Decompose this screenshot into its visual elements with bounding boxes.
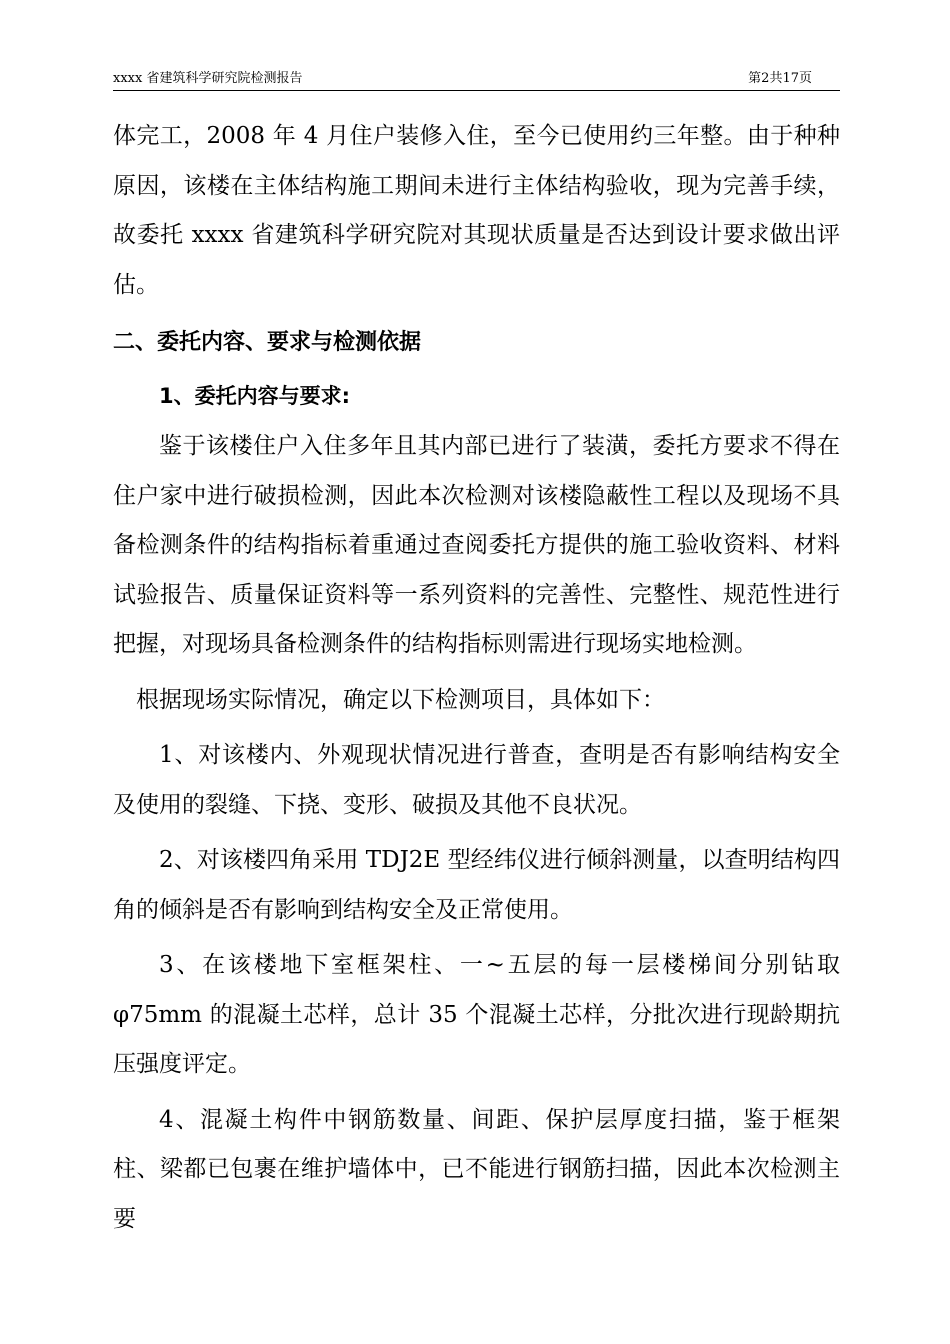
list-item-3: 3、在该楼地下室框架柱、一~五层的每一层楼梯间分别钻取φ75mm 的混凝土芯样，总计 35 个混凝土芯样，分批次进行现龄期抗压强度评定。	[113, 952, 840, 1077]
paragraph-items-intro: 根据现场实际情况，确定以下检测项目，具体如下：	[136, 686, 665, 713]
list-item-4: 4、混凝土构件中钢筋数量、间距、保护层厚度扫描，鉴于框架柱、梁都已包裹在维护墙体中，已不能进行钢筋扫描，因此本次检测主要	[113, 1106, 840, 1232]
page-number: 第2共17页	[748, 71, 812, 86]
report-body	[113, 112, 840, 1244]
report-title: xxxx 省建筑科学研究院检测报告	[113, 71, 303, 86]
list-item-1: 1、对该楼内、外观现状情况进行普查，查明是否有影响结构安全及使用的裂缝、下挠、变形、破损及其他不良状况。	[113, 742, 840, 818]
page-header	[113, 70, 840, 91]
list-item-2: 2、对该楼四角采用 TDJ2E 型经纬仪进行倾斜测量，以查明结构四角的倾斜是否有影响到结构安全及正常使用。	[113, 847, 840, 923]
subsection-heading: 1、委托内容与要求:	[159, 384, 351, 408]
paragraph-requirements: 鉴于该楼住户入住多年且其内部已进行了装潢，委托方要求不得在住户家中进行破损检测，因此本次检测对该楼隐蔽性工程以及现场不具备检测条件的结构指标着重通过查阅委托方提供的施工验收资料、材料试验报告、质量保证资料等一系列资料的完善性、完整性、规范性进行把握，对现场具备检测条件的结构指标则需进行现场实地检测。	[113, 433, 840, 657]
section-heading: 二、委托内容、要求与检测依据	[113, 330, 422, 355]
paragraph-intro: 体完工，2008 年 4 月住户装修入住，至今已使用约三年整。由于种种原因，该楼在主体结构施工期间未进行主体结构验收，现为完善手续，故委托 xxxx 省建筑科学研究院对其现状质量是否达到设计要求做出评估。	[113, 123, 840, 298]
